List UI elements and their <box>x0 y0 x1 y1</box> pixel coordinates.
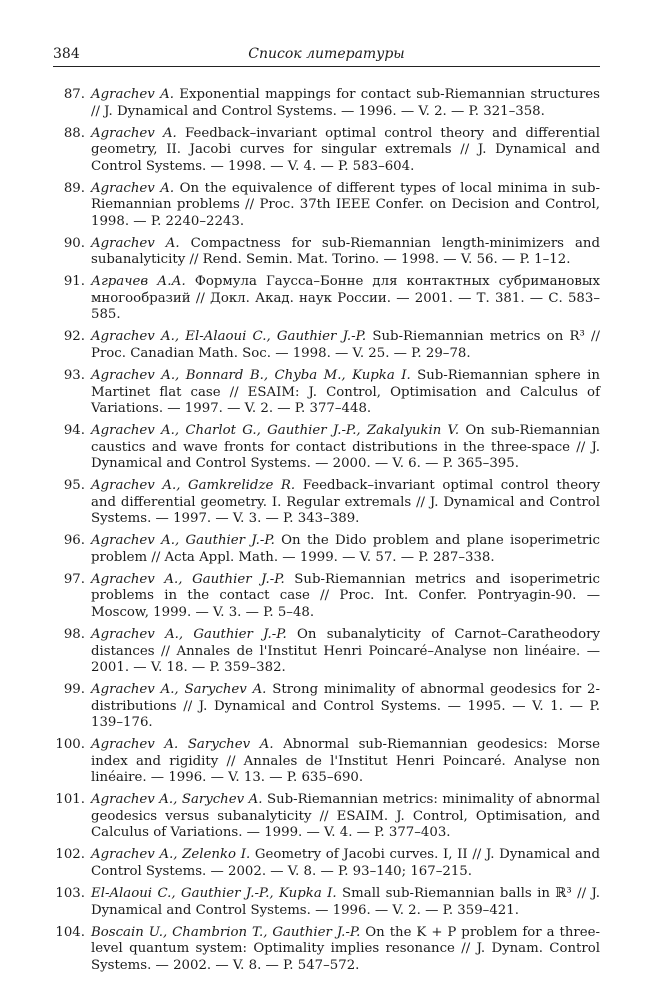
reference-authors: Agrachev A., Gamkrelidze R. <box>91 478 296 494</box>
reference-number: 102. <box>55 847 85 863</box>
reference-authors: Agrachev A., Gauthier J.-P. <box>91 533 275 549</box>
reference-number: 100. <box>55 737 85 753</box>
reference-number: 95. <box>63 478 85 494</box>
reference-item <box>53 737 600 787</box>
reference-text: Compactness for sub-Riemannian length-minimizers and subanalyticity // Rend. Semin. Mat. Torino. — 1998. — V. 56. — P. 1–12. <box>91 235 600 268</box>
reference-text: Geometry of Jacobi curves. I, II // J. Dynamical and Control Systems. — 2002. — V. 8. — P. 93–140; 167–215. <box>91 847 600 879</box>
reference-number: 87. <box>63 87 85 102</box>
reference-text: Feedback–invariant optimal control theory and differential geometry, II. Jacobi curves for singular extremals // J. Dynamical and Control Systems. — 1998. — V. 4. — P. 583–604. <box>91 125 600 174</box>
reference-number: 103. <box>55 886 85 901</box>
reference-number: 88. <box>63 125 85 141</box>
running-title: Список литературы <box>248 46 405 62</box>
reference-authors: Agrachev A., Sarychev A. <box>91 792 263 808</box>
reference-text: Sub-Riemannian metrics and isoperimetric problems in the contact case // Proc. Int. Confer. Pontryagin-90. — Moscow, 1999. — V. 3. — P. 5–48. <box>91 571 601 620</box>
reference-number: 101. <box>55 792 85 808</box>
reference-authors: Agrachev A. <box>91 125 177 141</box>
reference-text: Strong minimality of abnormal geodesics for 2-distributions // J. Dynamical and Control Systems. — 1995. — V. 1. — P. 139–176. <box>91 682 601 731</box>
reference-text: Abnormal sub-Riemannian geodesics: Morse index and rigidity // Annales de l'Institut Henri Poincaré. Analyse non linéaire. — 1996. — V. 13. — P. 635–690. <box>91 737 600 786</box>
reference-item <box>53 181 600 231</box>
reference-number: 104. <box>55 924 85 940</box>
reference-text: On the Dido problem and plane isoperimetric problem // Acta Appl. Math. — 1999. — V. 57. — P. 287–338. <box>91 533 600 565</box>
reference-authors: Agrachev A., Gauthier J.-P. <box>91 627 287 643</box>
reference-number: 97. <box>63 571 85 587</box>
page-number: 384 <box>53 46 80 62</box>
reference-item <box>53 329 600 362</box>
reference-item <box>53 925 600 975</box>
reference-text: On subanalyticity of Carnot–Caratheodory distances // Annales de l'Institut Henri Poincaré–Analyse non linéaire. — 2001. — V. 18. — P. 359–382. <box>91 627 600 676</box>
reference-item <box>53 792 600 842</box>
page-header <box>53 44 600 67</box>
reference-text: Формула Гаусса–Бонне для контактных субримановых многообразий // Докл. Акад. наук России. — 2001. — Т. 381. — С. 583–585. <box>91 274 600 323</box>
reference-text: Feedback–invariant optimal control theory and differential geometry. I. Regular extremals // J. Dynamical and Control Systems. — 1997. — V. 3. — P. 343–389. <box>91 478 600 527</box>
reference-text: Sub-Riemannian metrics on R³ // Proc. Canadian Math. Soc. — 1998. — V. 25. — P. 29–78. <box>91 329 600 361</box>
reference-item <box>53 847 600 880</box>
reference-item <box>53 126 600 176</box>
reference-authors: Agrachev A. <box>91 235 180 251</box>
reference-authors: Agrachev A., El-Alaoui C., Gauthier J.-P. <box>91 329 367 345</box>
reference-number: 94. <box>63 423 85 439</box>
reference-item <box>53 368 600 418</box>
reference-text: Sub-Riemannian metrics: minimality of abnormal geodesics versus subanalyticity // ESAIM. J. Control, Optimisation, and Calculus of Variations. — 1999. — V. 4. — P. 377–403. <box>91 792 600 841</box>
reference-authors: Agrachev A., Zelenko I. <box>91 847 251 863</box>
reference-authors: Agrachev A. <box>91 180 175 196</box>
reference-number: 91. <box>63 274 85 290</box>
reference-text: On the equivalence of different types of local minima in sub-Riemannian problems // Proc. 37th IEEE Confer. on Decision and Control, 1998. — P. 2240–2243. <box>91 180 600 229</box>
reference-text: On the K + P problem for a three-level quantum system: Optimality implies resonance // J. Dynam. Control Systems. — 2002. — V. 8. — P. 547–572. <box>91 924 600 973</box>
reference-item <box>53 236 600 269</box>
reference-item <box>53 533 600 566</box>
reference-item <box>53 572 600 622</box>
reference-list <box>53 87 600 980</box>
reference-authors: Agrachev A. <box>91 87 174 102</box>
reference-item <box>53 87 600 120</box>
reference-text: Exponential mappings for contact sub-Riemannian structures // J. Dynamical and Control Systems. — 1996. — V. 2. — P. 321–358. <box>91 87 600 119</box>
reference-authors: Agrachev A., Charlot G., Gauthier J.-P., Zakalyukin V. <box>91 423 460 439</box>
reference-authors: Agrachev A., Bonnard B., Chyba M., Kupka I. <box>91 368 411 384</box>
reference-item <box>53 682 600 732</box>
reference-number: 92. <box>63 329 85 345</box>
reference-text: Sub-Riemannian sphere in Martinet flat case // ESAIM: J. Control, Optimisation and Calculus of Variations. — 1997. — V. 2. — P. 377–448. <box>91 368 600 417</box>
reference-authors: Boscain U., Chambrion T., Gauthier J.-P. <box>91 924 361 940</box>
reference-text: On sub-Riemannian caustics and wave fronts for contact distributions in the three-space // J. Dynamical and Control Systems. — 2000. — V. 6. — P. 365–395. <box>91 423 600 472</box>
reference-authors: Agrachev A., Sarychev A. <box>91 682 267 698</box>
reference-number: 90. <box>63 235 85 251</box>
reference-item <box>53 274 600 324</box>
reference-authors: Agrachev A. Sarychev A. <box>91 737 274 753</box>
reference-item <box>53 886 600 919</box>
reference-item <box>53 423 600 473</box>
reference-item <box>53 478 600 528</box>
reference-number: 93. <box>63 368 85 384</box>
reference-number: 99. <box>63 682 85 698</box>
reference-number: 98. <box>63 627 85 643</box>
reference-authors: Аграчев А.А. <box>91 274 186 290</box>
reference-number: 89. <box>63 180 85 196</box>
reference-number: 96. <box>63 533 85 549</box>
reference-item <box>53 627 600 677</box>
reference-text: Small sub-Riemannian balls in ℝ³ // J. Dynamical and Control Systems. — 1996. — V. 2. — P. 359–421. <box>91 886 601 918</box>
reference-authors: Agrachev A., Gauthier J.-P. <box>91 571 285 587</box>
reference-authors: El-Alaoui C., Gauthier J.-P., Kupka I. <box>91 886 337 901</box>
